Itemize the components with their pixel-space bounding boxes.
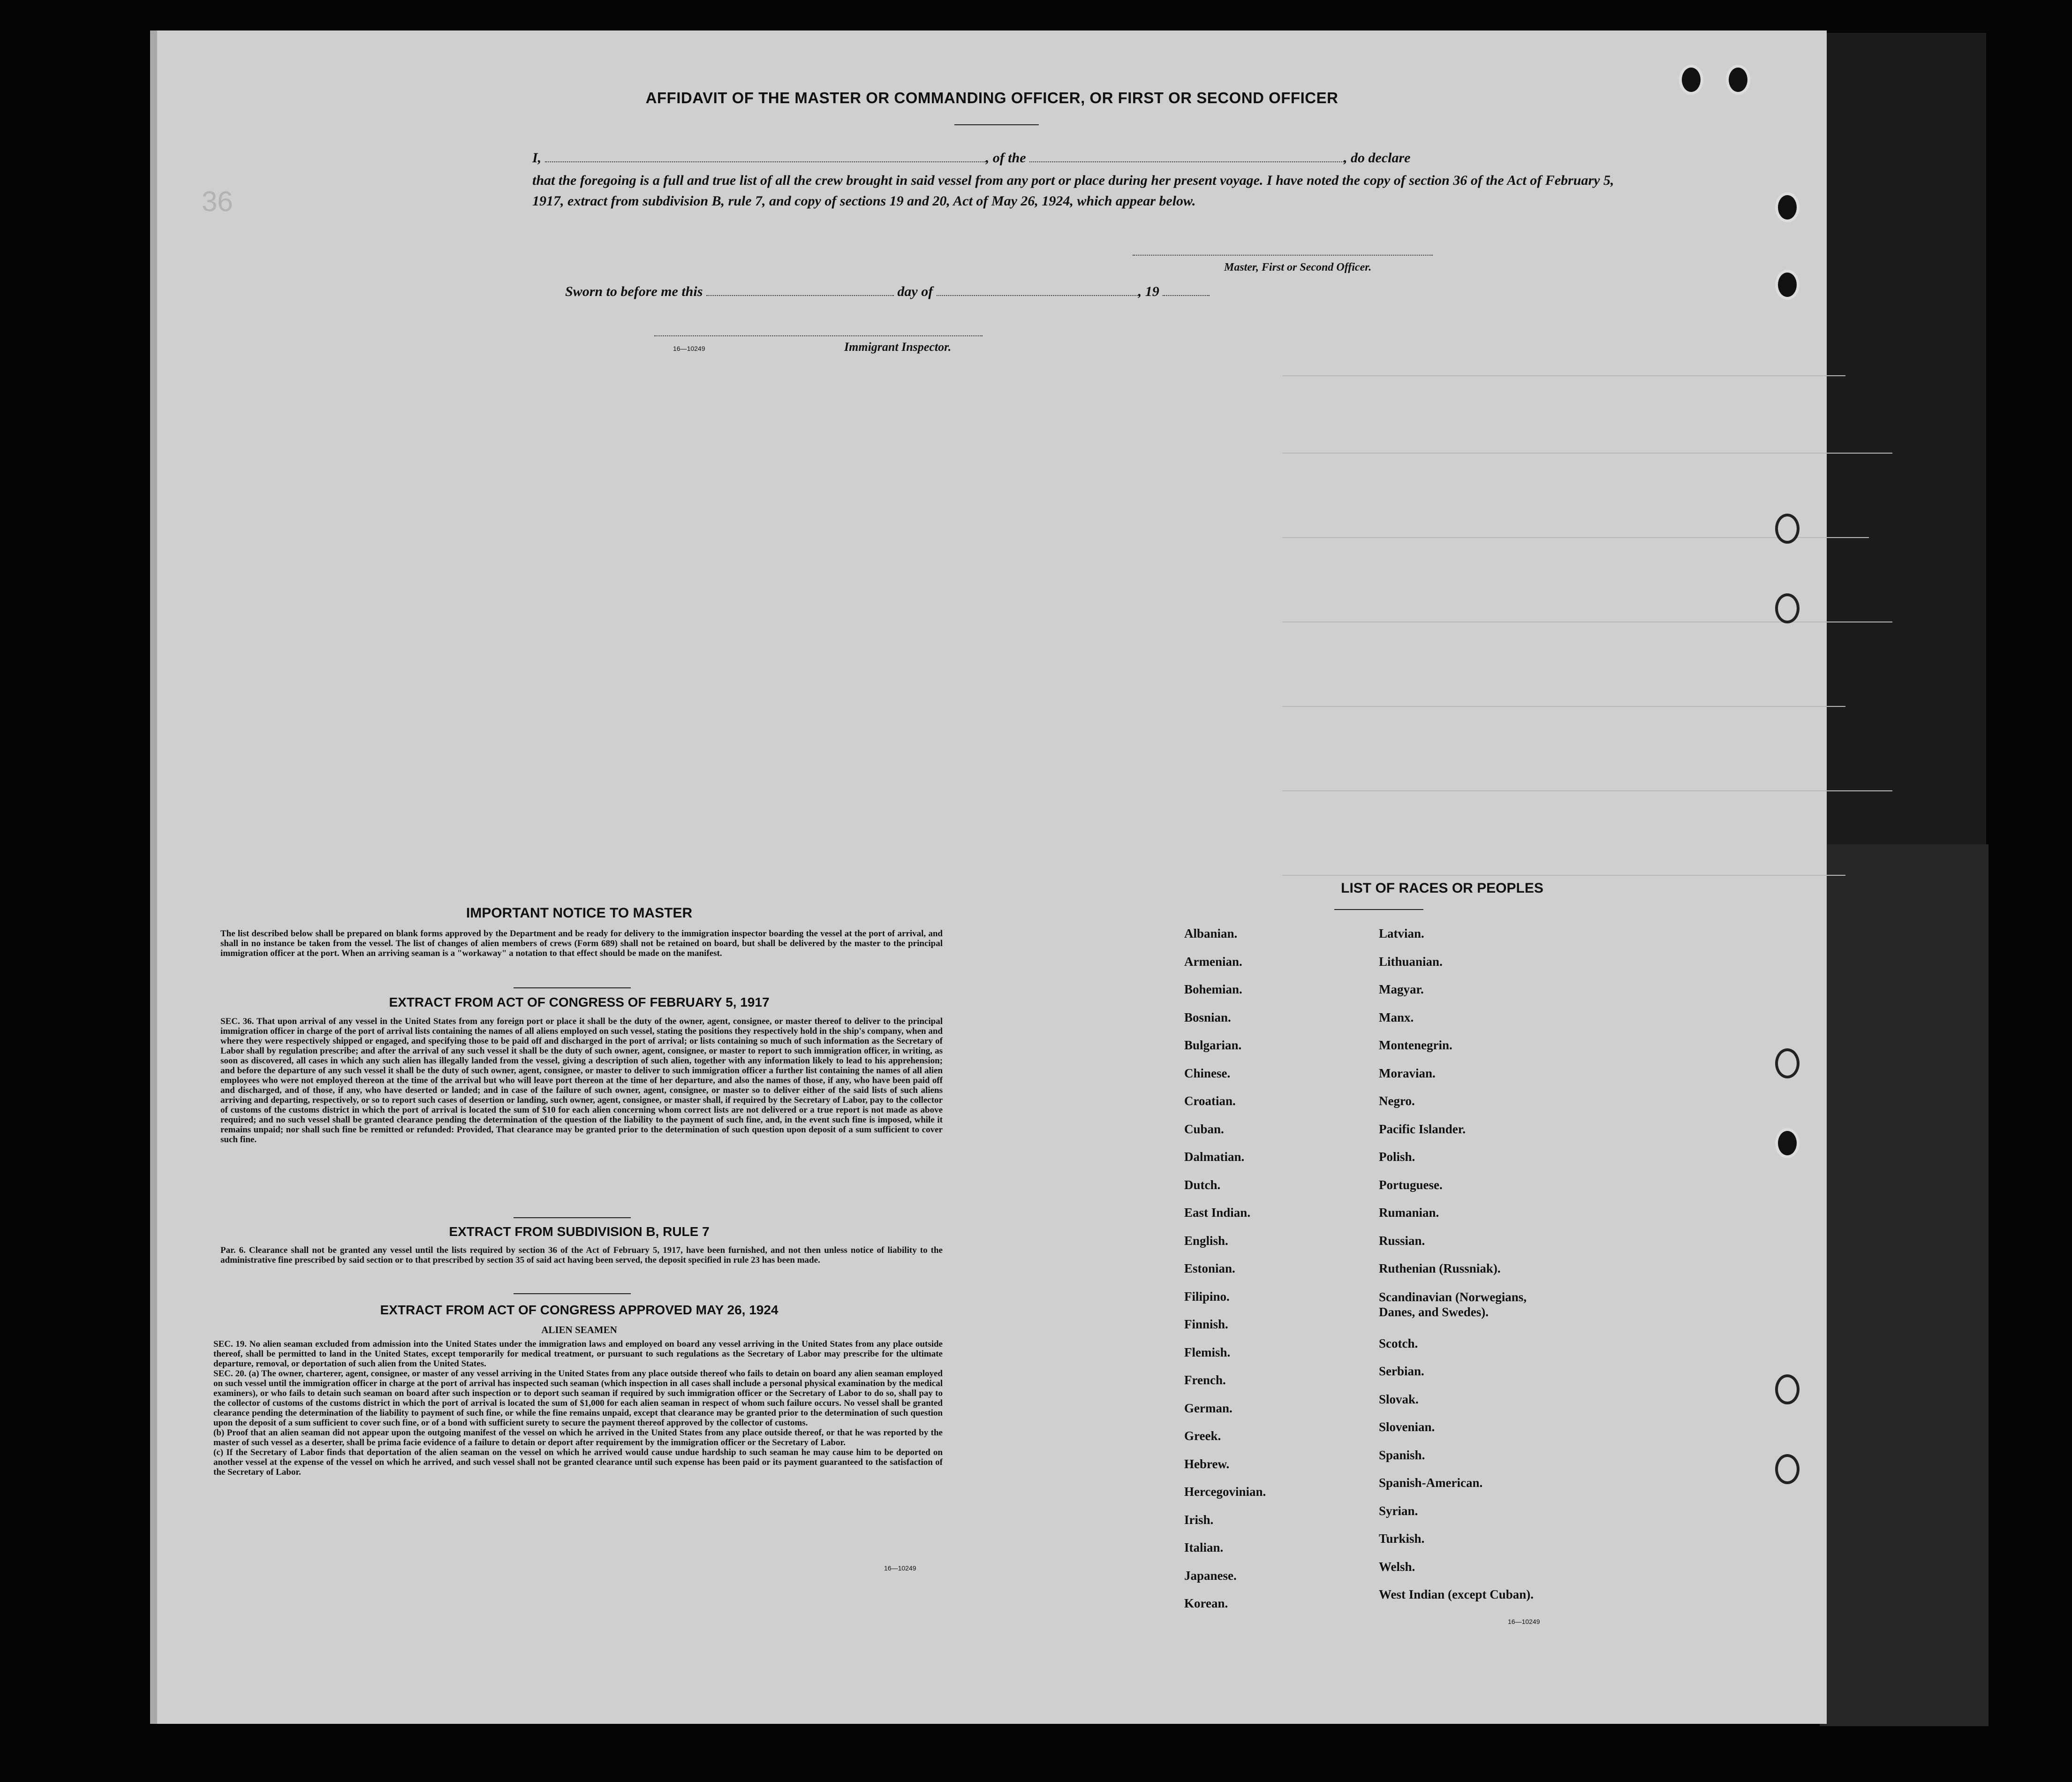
bleed-row (1283, 875, 1845, 876)
race-item: Moravian. (1379, 1066, 1436, 1080)
inspector-label: Immigrant Inspector. (844, 340, 952, 354)
binding-strip-lower (1820, 844, 1989, 1726)
race-item: Greek. (1184, 1429, 1221, 1443)
bleed-row (1283, 706, 1845, 707)
race-item: Turkish. (1379, 1532, 1425, 1546)
race-item: Syrian. (1379, 1503, 1418, 1518)
race-item: East Indian. (1184, 1206, 1251, 1220)
binder-hole (1775, 1128, 1800, 1158)
binder-hole (1679, 65, 1703, 95)
races-title: LIST OF RACES OR PEOPLES (1341, 880, 1543, 896)
race-item: Korean. (1184, 1596, 1228, 1610)
sworn-line (565, 284, 1409, 300)
binder-hole (1775, 514, 1800, 544)
race-item: Spanish-American. (1379, 1476, 1483, 1490)
race-item: Finnish. (1184, 1317, 1228, 1331)
extract-form-number: 16—10249 (884, 1564, 916, 1572)
binder-hole (1775, 1048, 1800, 1078)
notice-title: IMPORTANT NOTICE TO MASTER (466, 905, 693, 921)
divider (954, 124, 1039, 125)
race-item: Chinese. (1184, 1066, 1231, 1080)
race-item: Latvian. (1379, 926, 1424, 940)
binder-hole (1775, 1374, 1800, 1404)
affidavit-title: AFFIDAVIT OF THE MASTER OR COMMANDING OFFICER, OR FIRST OR SECOND OFFICER (645, 89, 1338, 106)
sworn-mid: day of (897, 284, 933, 299)
race-item: Negro. (1379, 1094, 1415, 1108)
name-blank (545, 161, 986, 162)
race-item: Pacific Islander. (1379, 1122, 1466, 1136)
race-item: Scotch. (1379, 1336, 1418, 1350)
race-item: Spanish. (1379, 1448, 1425, 1462)
sec-19: SEC. 19. No alien seaman excluded from admission into the United States under the immigration laws and employed on board any vessel arriving in the United States from any place outside thereof, shall be permitted to land in the United States, except temporarily for medical treatment, or pursuant to such regulations as the Secretary of Labor may prescribe for the ultimate departure, removal, or deportation of such alien from the United States. (213, 1339, 943, 1369)
race-item: Rumanian. (1379, 1206, 1439, 1220)
race-item: Slovenian. (1379, 1420, 1435, 1434)
race-item: Bohemian. (1184, 982, 1242, 996)
race-item: Irish. (1184, 1512, 1214, 1527)
race-item: West Indian (except Cuban). (1379, 1587, 1534, 1601)
day-blank (706, 295, 894, 296)
signature-label: Master, First or Second Officer. (1224, 261, 1372, 273)
race-item: French. (1184, 1373, 1226, 1387)
declaration-line (532, 150, 1606, 166)
binder-hole (1775, 593, 1800, 623)
race-item: Scandinavian (Norwegians, Danes, and Swedes). (1379, 1289, 1527, 1319)
binder-hole (1726, 65, 1750, 95)
inspector-line (654, 335, 983, 336)
bleed-row (1283, 453, 1892, 454)
race-item: Hercegovinian. (1184, 1485, 1266, 1499)
race-item: Japanese. (1184, 1568, 1237, 1583)
binder-hole (1775, 1454, 1800, 1484)
race-item: Lithuanian. (1379, 954, 1443, 969)
paper-edge (150, 30, 157, 1724)
divider (514, 1293, 631, 1294)
extract-1924-subtitle: ALIEN SEAMEN (541, 1324, 617, 1335)
bleed-row (1283, 790, 1892, 791)
race-item: Montenegrin. (1379, 1038, 1452, 1052)
sworn-start: Sworn to before me this (565, 284, 703, 299)
race-item: Russian. (1379, 1233, 1425, 1248)
bleed-row (1283, 375, 1845, 376)
race-item: Bulgarian. (1184, 1038, 1242, 1052)
extract-1924-body (213, 1339, 943, 1477)
margin-number: 36 (202, 186, 233, 217)
notice-body: The list described below shall be prepared on blank forms approved by the Department and be ready for delivery to the immigration inspector boarding the vessel at the port of arrival, and shall in no instance be taken from the vessel. The list of changes of alien members of crews (Form 689) shall not be retained on board, but shall be delivered by the master to the principal immigration officer at the port. When an arriving seaman is a "workaway" a notation to that effect should be made on the manifest. (220, 929, 943, 958)
race-item: Flemish. (1184, 1345, 1231, 1359)
sec-20a: SEC. 20. (a) The owner, charterer, agent, consignee, or master of any vessel arriving in the United States from any place outside thereof who fails to detain on board any alien seaman employed on such vessel until the immigration officer in charge at the port of arrival has inspected such seaman (which inspection in all cases shall include a personal physical examination by the medical examiners), or who fails to detain such seaman on board after such inspection or to deport such seaman if required by such immigration officer or the Secretary of Labor to do so, shall pay to the collector of customs of the customs district in which the port of arrival is located the sum of $1,000 for each alien seaman in respect of whom such failure occurs. No vessel shall be granted clearance pending the determination of the liability to payment of such fine, or while the fine remains unpaid, except that clearance may be granted prior to the determination of such question upon the deposit of a sum sufficient to cover such fine, or of a bond with sufficient surety to secure the payment thereof approved by the collector of customs. (213, 1369, 943, 1428)
race-item: Slovak. (1379, 1392, 1419, 1406)
race-item: Ruthenian (Russniak). (1379, 1261, 1501, 1275)
race-item: German. (1184, 1401, 1233, 1415)
race-item: Polish. (1379, 1150, 1415, 1164)
sec-20b: (b) Proof that an alien seaman did not appear upon the outgoing manifest of the vessel on which he arrived in the United States from any place outside thereof, or that he was reported by the master of such vessel as a deserter, shall be prima facie evidence of a failure to detain or deport after requirement by the immigration officer or the Secretary of Labor. (213, 1428, 943, 1448)
signature-line (1133, 255, 1433, 256)
declaration-mid: , of the (985, 150, 1026, 166)
binder-hole (1775, 270, 1800, 300)
race-item: Serbian. (1379, 1364, 1424, 1378)
race-item: Estonian. (1184, 1261, 1235, 1275)
race-item: Filipino. (1184, 1289, 1230, 1304)
race-item: Croatian. (1184, 1094, 1236, 1108)
binder-hole (1775, 192, 1800, 222)
month-blank (937, 295, 1138, 296)
race-item: Cuban. (1184, 1122, 1224, 1136)
declaration-end: , do declare (1344, 150, 1411, 166)
affidavit-body: that the foregoing is a full and true list of all the crew brought in said vessel from any port or place during her present voyage. I have noted the copy of section 36 of the Act of February 5, 1917, extract from subdivision B, rule 7, and copy of sections 19 and 20, Act of May 26, 1924, which appear below. (532, 173, 1614, 209)
race-item: Portuguese. (1379, 1177, 1443, 1192)
declaration-start: I, (532, 150, 542, 166)
year-blank (1163, 295, 1210, 296)
race-item: Manx. (1379, 1010, 1414, 1024)
sec-20c: (c) If the Secretary of Labor finds that deportation of the alien seaman on the vessel on which he arrived would cause undue hardship to such seaman he may cause him to be deported on another vessel at the expense of the vessel on which he arrived, and such vessel shall not be granted clearance until such expense has been paid or its payment guaranteed to the satisfaction of the Secretary of Labor. (213, 1448, 943, 1477)
vessel-blank (1029, 161, 1344, 162)
divider (1334, 909, 1423, 910)
race-item: Italian. (1184, 1540, 1224, 1555)
divider (514, 987, 631, 988)
race-item: Dalmatian. (1184, 1150, 1245, 1164)
rule7-title: EXTRACT FROM SUBDIVISION B, RULE 7 (449, 1224, 710, 1239)
extract-1917-body: SEC. 36. That upon arrival of any vessel in the United States from any foreign port or place it shall be the duty of the owner, agent, consignee, or master thereof to deliver to the principal immigration officer in charge of the port of arrival lists containing the names of all aliens employed on such vessel, stating the positions they respectively hold in the ship's company, when and where they were respectively shipped or engaged, and specifying those to be paid off and discharged in the port of arrival; or lists containing so much of such information as the Secretary of Labor shall by regulation prescribe; and after the arrival of any such vessel it shall be the duty of such owner, agent, consignee, or master to report to such immigration officer, in writing, as soon as discovered, all cases in which any such alien has illegally landed from the vessel, giving a description of such alien, together with any information likely to lead to his apprehension; and before the departure of any such vessel it shall be the duty of such owner, agent, consignee, or master to deliver to such immigration officer a further list containing the names of all alien employees who were not employed thereon at the time of the arrival but who will leave port thereon at the time of her departure, and also the names of those, if any, who have been paid off and discharged, and of those, if any, who have deserted or landed; and in case of the failure of such owner, agent, consignee, or master so to deliver either of the said lists of such aliens arriving and departing, respectively, or so to report such cases of desertion or landing, such owner, agent, consignee, or master shall, if required by the Secretary of Labor, pay to the collector of customs of the customs district in which the port of arrival is located the sum of $10 for each alien concerning whom correct lists are not delivered or a true report is not made as above required; and no such vessel shall be granted clearance pending the determination of the question of the liability to the payment of such fine, and, in the event such fine is imposed, while it remains unpaid; nor shall such fine be remitted or refunded: Provided, That clearance may be granted prior to the determination of such question upon deposit of a sum sufficient to cover such fine. (220, 1016, 943, 1145)
affidavit-form-number: 16—10249 (673, 345, 705, 352)
race-item: Magyar. (1379, 982, 1424, 996)
races-form-number: 16—10249 (1508, 1618, 1540, 1625)
divider (514, 1217, 631, 1218)
sworn-end: , 19 (1138, 284, 1159, 299)
race-item: Albanian. (1184, 926, 1238, 940)
extract-1924-title: EXTRACT FROM ACT OF CONGRESS APPROVED MAY 26, 1924 (380, 1303, 779, 1317)
document-page (157, 30, 1827, 1724)
race-item: English. (1184, 1233, 1228, 1248)
race-item: Bosnian. (1184, 1010, 1231, 1024)
race-item: Armenian. (1184, 954, 1242, 969)
rule7-body: Par. 6. Clearance shall not be granted any vessel until the lists required by section 36 of the Act of February 5, 1917, have been furnished, and not then unless notice of liability to the administrative fine prescribed by said section or to that prescribed by section 35 of said act having been served, the deposit specified in rule 23 has been made. (220, 1245, 943, 1265)
race-item: Hebrew. (1184, 1456, 1230, 1471)
race-item: Welsh. (1379, 1559, 1415, 1574)
extract-1917-title: EXTRACT FROM ACT OF CONGRESS OF FEBRUARY 5, 1917 (389, 995, 770, 1009)
race-item: Dutch. (1184, 1177, 1221, 1192)
